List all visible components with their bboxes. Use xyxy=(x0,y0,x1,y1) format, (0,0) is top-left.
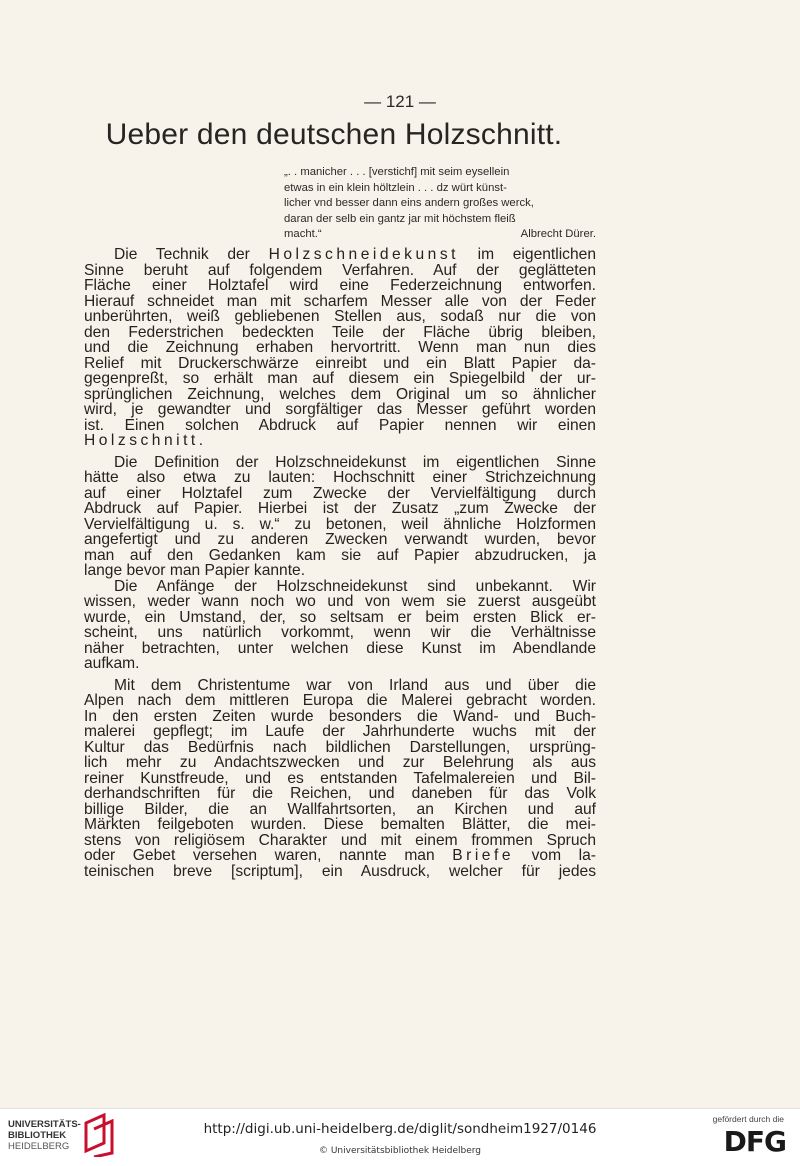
text-run: Relief mit Druckerschwärze einreibt und ein Blatt Papier da- xyxy=(84,354,596,372)
text-run: derhandschriften für die Reichen, und daneben für das Volk xyxy=(84,785,596,802)
text-line xyxy=(84,656,596,672)
text-run: oder Gebet versehen waren, nannte man xyxy=(84,847,453,864)
epigraph-line: licher vnd besser dann eins andern großes werck, xyxy=(284,197,534,210)
epigraph-line: etwas in ein klein höltzlein . . . dz würt künst- xyxy=(284,181,507,194)
text-run: näher betrachten, unter welchen diese Kunst im Abendlande xyxy=(84,639,596,657)
text-run: stens von religiösem Charakter und mit einem frommen Spruch xyxy=(84,831,596,849)
text-run: im eigentlichen xyxy=(458,246,596,263)
text-run: Mit dem Christentume war von Irland aus und über die xyxy=(114,676,596,694)
page-number: — 121 — xyxy=(364,92,436,111)
paragraph xyxy=(84,678,596,880)
library-name-line1: UNIVERSITÄTS- xyxy=(8,1119,81,1130)
text-run: Die Technik der xyxy=(114,246,269,263)
epigraph xyxy=(284,165,596,243)
text-run: man auf den Gedanken kam sie auf Papier abzudrucken, ja xyxy=(84,546,596,564)
text-line xyxy=(84,709,596,725)
text-run: auf einer Holztafel zum Zwecke der Vervielfältigung durch xyxy=(84,484,596,502)
text-line xyxy=(84,548,596,564)
text-line xyxy=(84,786,596,802)
text-line xyxy=(84,833,596,849)
text-run: malerei gepflegt; im Laufe der Jahrhunderte wuchs mit der xyxy=(84,723,596,740)
text-run: unberührten, weiß gebliebenen Stellen aus, sodaß nur die von xyxy=(84,308,596,325)
text-run: ist. Einen solchen Abdruck auf Papier nennen wir einen xyxy=(84,416,596,434)
text-run: Fläche einer Holztafel wird eine Federzeichnung entworfen. xyxy=(84,277,596,294)
text-line xyxy=(84,325,596,341)
text-line xyxy=(84,486,596,502)
text-run: lich mehr zu Andachtszwecken und zur Belehrung als aus xyxy=(84,754,596,771)
text-run: gegenpreßt, so erhält man auf diesem ein Spiegelbild der ur- xyxy=(84,370,596,387)
text-line xyxy=(84,641,596,657)
text-line xyxy=(84,418,596,434)
text-run: lange bevor man Papier kannte. xyxy=(84,562,306,579)
paragraph xyxy=(84,247,596,449)
text-run: Sinne beruht auf folgendem Verfahren. Auf der geglätteten xyxy=(84,261,596,279)
funding-note: gefördert durch die xyxy=(712,1114,784,1124)
text-line xyxy=(84,594,596,610)
text-run: Abdruck auf Papier. Hierbei ist der Zusatz „zum Zwecke der xyxy=(84,500,596,517)
footer-bar xyxy=(0,1108,800,1166)
text-line xyxy=(84,501,596,517)
text-run: angefertigt und zu anderen Zwecken verwandt wurden, bevor xyxy=(84,531,596,548)
chapter-title: Ueber den deutschen Holzschnitt. xyxy=(105,118,563,151)
text-line xyxy=(84,294,596,310)
spaced-term: Briefe xyxy=(452,847,514,864)
text-run: aufkam. xyxy=(84,655,140,672)
text-run: teinischen breve [scriptum], ein Ausdruck, welcher für jedes xyxy=(84,862,596,880)
text-line xyxy=(84,387,596,403)
text-line xyxy=(84,678,596,694)
text-line xyxy=(84,740,596,756)
text-line xyxy=(84,309,596,325)
text-line xyxy=(84,864,596,880)
text-line xyxy=(84,532,596,548)
text-run: sprünglichen Zeichnung, welches dem Original um so ähnlicher xyxy=(84,385,596,403)
body-text xyxy=(84,247,596,879)
paragraph xyxy=(84,579,596,672)
text-line xyxy=(84,455,596,471)
text-run: vom la- xyxy=(514,847,596,864)
text-line xyxy=(84,724,596,740)
text-line xyxy=(84,340,596,356)
text-line xyxy=(84,371,596,387)
text-line xyxy=(84,247,596,263)
text-line xyxy=(84,563,596,579)
text-line xyxy=(84,610,596,626)
text-line xyxy=(84,579,596,595)
library-name-line2: BIBLIOTHEK xyxy=(8,1130,67,1141)
text-line xyxy=(84,517,596,533)
epigraph-author: Albrecht Dürer. xyxy=(520,228,596,241)
spaced-term: Holzschneidekunst xyxy=(268,246,459,263)
copyright-notice: © Universitätsbibliothek Heidelberg xyxy=(318,1146,481,1156)
text-run: Märkten feilgeboten wurden. Diese bemalten Blätter, die mei- xyxy=(84,816,596,833)
text-line xyxy=(84,848,596,864)
epigraph-last-line: macht.“ xyxy=(284,228,322,241)
text-line xyxy=(84,402,596,418)
text-run: Hierauf schneidet man mit scharfem Messer alle von der Feder xyxy=(84,292,596,310)
text-line xyxy=(84,802,596,818)
library-name-line3: HEIDELBERG xyxy=(8,1141,70,1152)
text-line xyxy=(84,693,596,709)
text-run: Die Anfänge der Holzschneidekunst sind unbekannt. Wir xyxy=(114,577,596,595)
text-run: reiner Kunstfreude, und es entstanden Tafelmalereien und Bil- xyxy=(84,769,596,787)
text-run: wurde, ein Umstand, der, so seltsam er beim ersten Blick er- xyxy=(84,608,596,626)
text-run: und die Zeichnung erhaben hervortritt. Wenn man nun dies xyxy=(84,339,596,356)
text-line xyxy=(84,771,596,787)
epigraph-line: „. . manicher . . . [verstichf] mit seim eysellein xyxy=(284,166,510,178)
text-run: Kultur das Bedürfnis nach bildlichen Darstellungen, ursprüng- xyxy=(84,738,596,756)
text-run: Alpen nach dem mittleren Europa die Malerei gebracht worden. xyxy=(84,692,596,709)
text-run: In den ersten Zeiten wurde besonders die Wand- und Buch- xyxy=(84,707,596,725)
permalink-url[interactable]: http://digi.ub.uni-heidelberg.de/diglit/sondheim1927/0146 xyxy=(203,1121,597,1137)
text-line xyxy=(84,356,596,372)
text-run: wird, je gewandter und sorgfältiger das Messer geführt worden xyxy=(84,401,596,418)
text-run: . xyxy=(198,432,204,449)
spaced-term: Holzschnitt xyxy=(84,432,199,449)
text-run: hätte also etwa zu lauten: Hochschnitt einer Strichzeichnung xyxy=(84,469,596,486)
text-line xyxy=(84,470,596,486)
text-run: Vervielfältigung u. s. w.“ zu betonen, weil ähnliche Holzformen xyxy=(84,515,596,533)
text-line xyxy=(84,278,596,294)
text-run: billige Bilder, die an Wallfahrtsorten, an Kirchen und auf xyxy=(84,800,596,818)
epigraph-line: daran der selb ein gantz jar mit höchstem fleiß xyxy=(284,212,516,225)
text-line xyxy=(84,755,596,771)
text-run: wissen, weder wann noch wo und von wem sie zuerst ausgeübt xyxy=(84,593,596,610)
text-run: Die Definition der Holzschneidekunst im eigentlichen Sinne xyxy=(114,453,596,471)
paragraph xyxy=(84,455,596,579)
text-line xyxy=(84,433,596,449)
text-run: scheint, uns natürlich vorkommt, wenn wir die Verhältnisse xyxy=(84,624,596,641)
text-line xyxy=(84,263,596,279)
text-line xyxy=(84,625,596,641)
text-line xyxy=(84,817,596,833)
epigraph-signature-line xyxy=(284,227,596,243)
text-run: den Federstrichen bedeckten Teile der Fläche übrig bleiben, xyxy=(84,323,596,341)
dfg-logo[interactable]: DFG xyxy=(723,1125,786,1158)
